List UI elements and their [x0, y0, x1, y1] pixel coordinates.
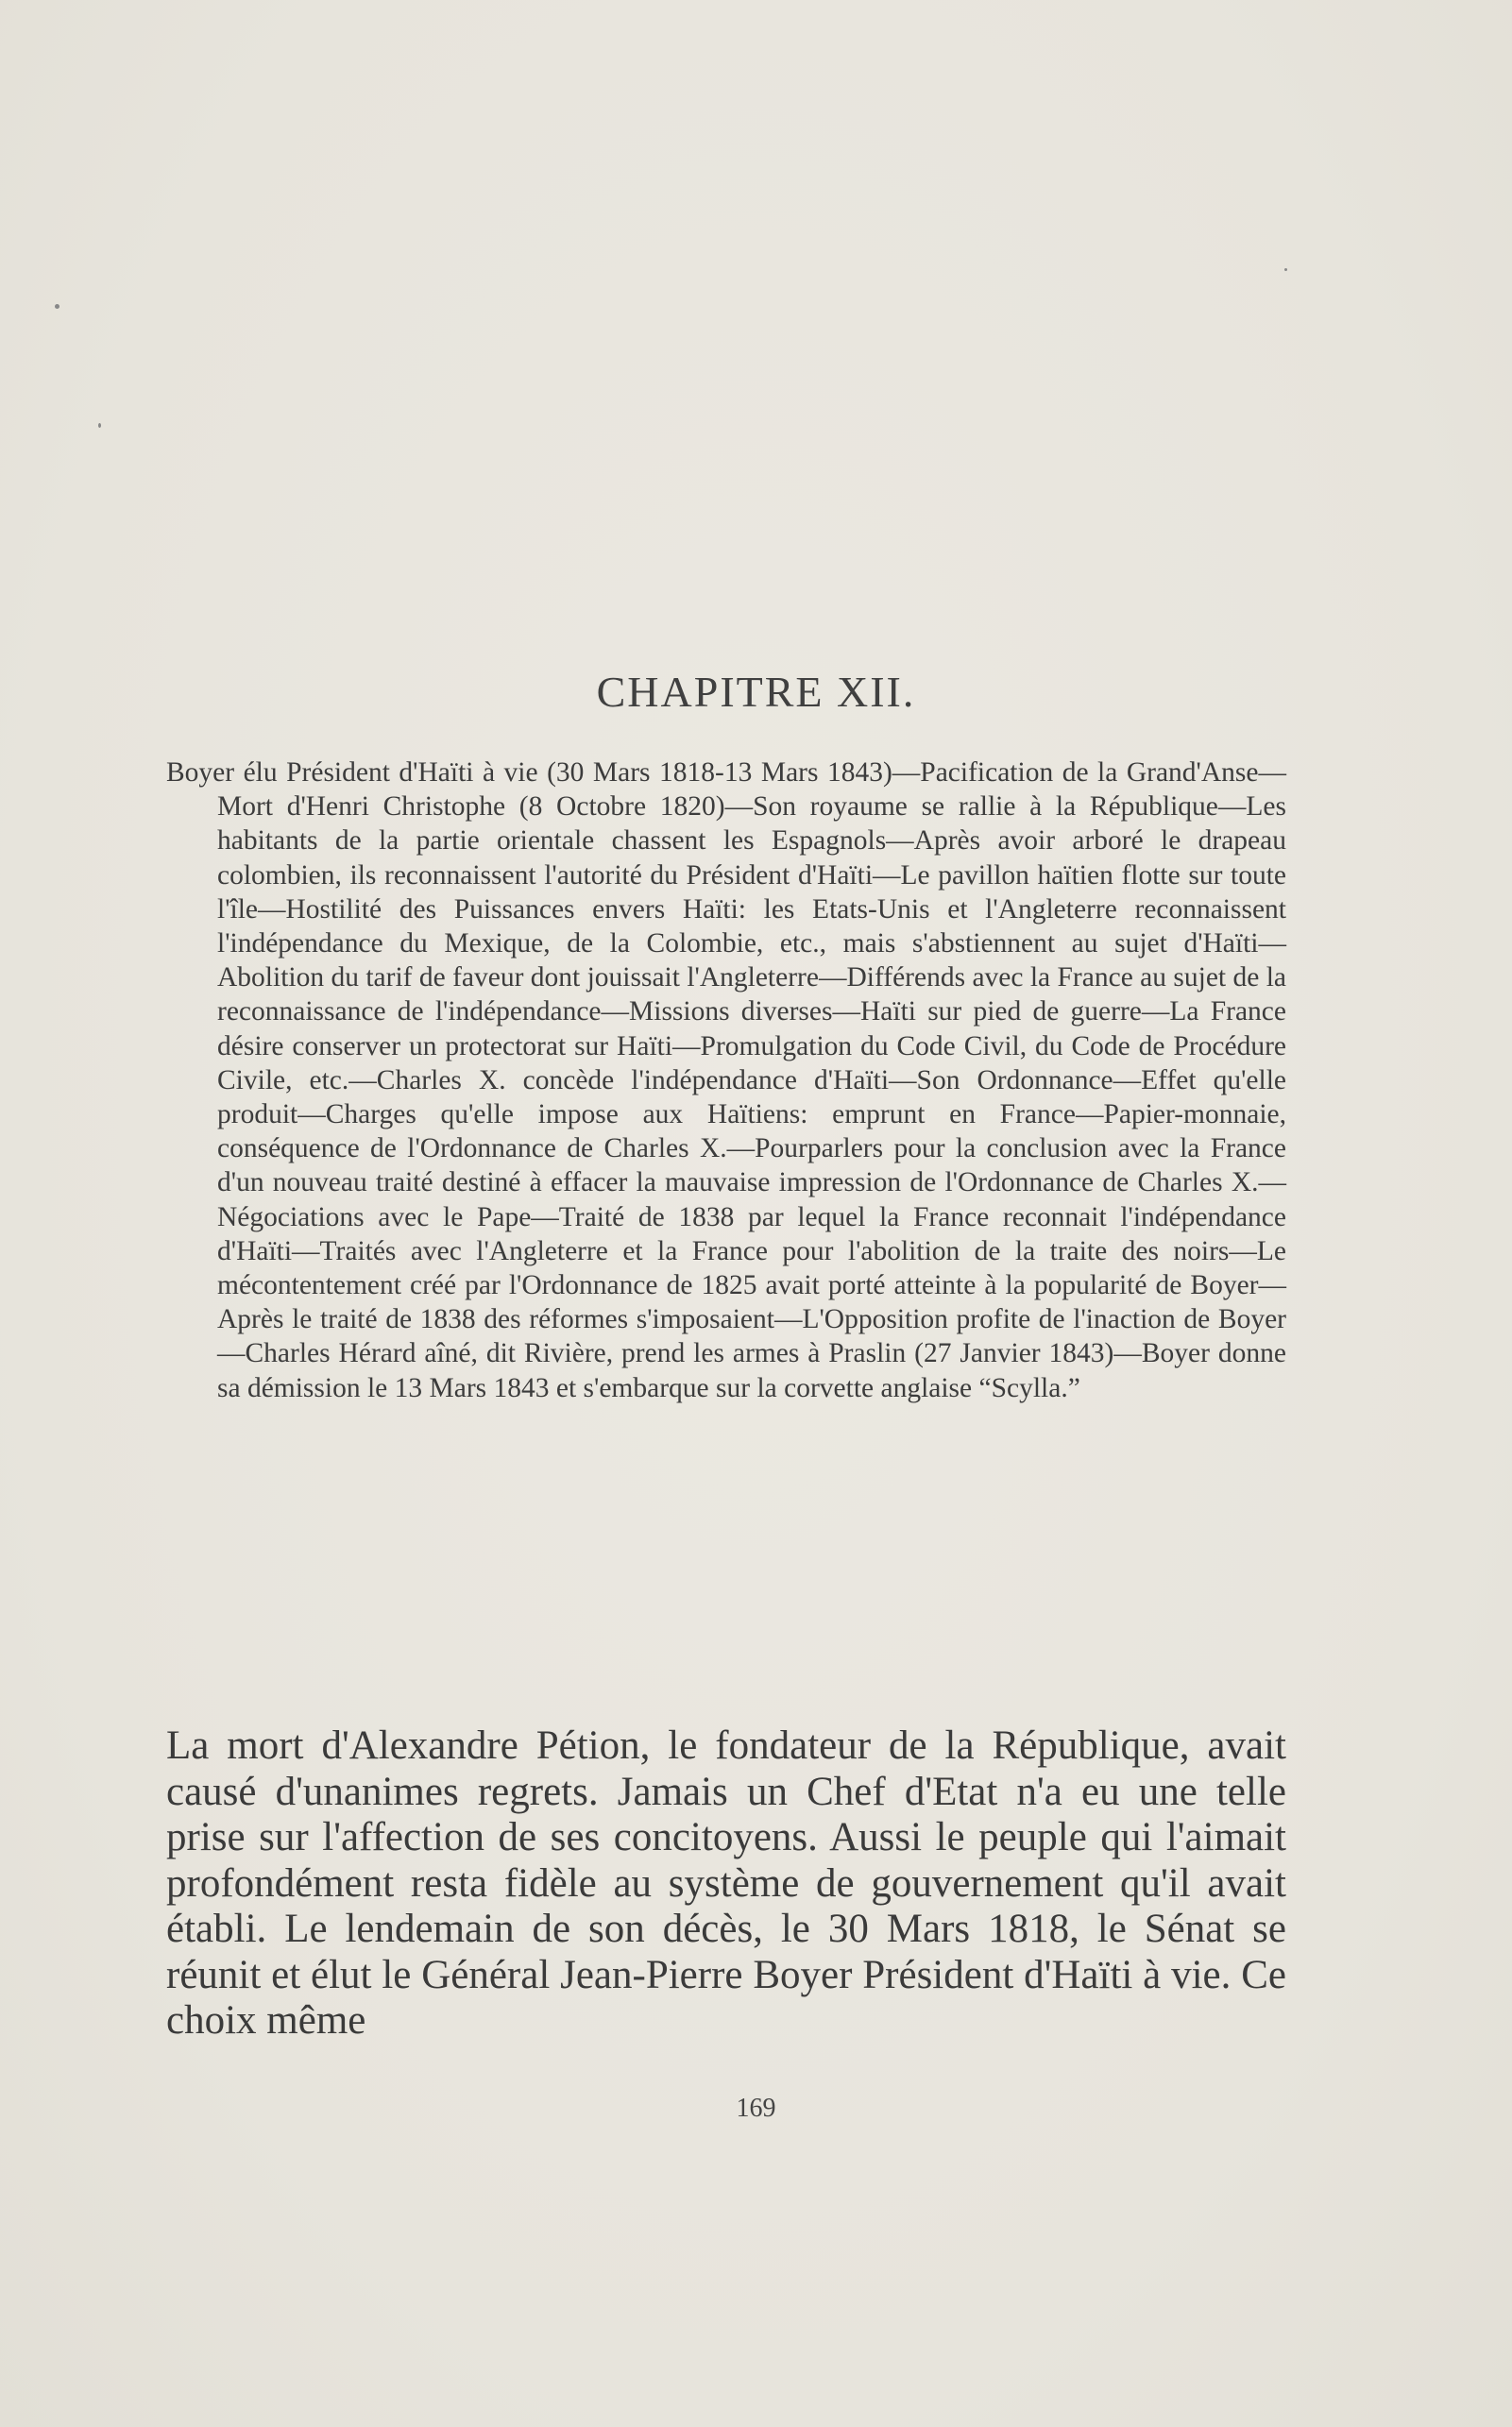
- chapter-title: CHAPITRE XII.: [596, 668, 916, 716]
- paper-speck: [98, 423, 101, 428]
- chapter-summary-text: Boyer élu Président d'Haïti à vie (30 Mars 1818-13 Mars 1843)—Pacification de la Grand'Anse—Mort d'Henri Christophe (8 Octobre 1820)—Son royaume se rallie à la République—Les habitants de la partie orientale chassent les Espagnols—Après avoir arboré le drapeau colombien, ils reconnaissent l'autorité du Président d'Haïti—Le pavillon haïtien flotte sur toute l'île—Hostilité des Puissances envers Haïti: les Etats-Unis et l'Angleterre reconnaissent l'indépendance du Mexique, de la Colombie, etc., mais s'abstiennent au sujet d'Haïti—Abolition du tarif de faveur dont jouissait l'Angleterre—Différends avec la France au sujet de la reconnaissance de l'indépendance—Missions diverses—Haïti sur pied de guerre—La France désire conserver un protectorat sur Haïti—Promulgation du Code Civil, du Code de Procédure Civile, etc.—Charles X. concède l'indépendance d'Haïti—Son Ordonnance—Effet qu'elle produit—Charges qu'elle impose aux Haïtiens: emprunt en France—Papier-monnaie, conséquence de l'Ordonnance de Charles X.—Pourparlers pour la conclusion avec la France d'un nouveau traité destiné à effacer la mauvaise impression de l'Ordonnance de Charles X.—Négociations avec le Pape—Traité de 1838 par lequel la France reconnait l'indépendance d'Haïti—Traités avec l'Angleterre et la France pour l'abolition de la traite des noirs—Le mécontentement créé par l'Ordonnance de 1825 avait porté atteinte à la popularité de Boyer—Après le traité de 1838 des réformes s'imposaient—L'Opposition profite de l'inaction de Boyer—Charles Hérard aîné, dit Rivière, prend les armes à Praslin (27 Janvier 1843)—Boyer donne sa démission le 13 Mars 1843 et s'embarque sur la corvette anglaise “Scylla.”: [166, 757, 1286, 1403]
- paper-speck: [55, 304, 59, 309]
- page-number: 169: [736, 2094, 776, 2123]
- paper-speck: [1284, 268, 1287, 271]
- body-paragraph: La mort d'Alexandre Pétion, le fondateur de la République, avait causé d'unanimes regrets. Jamais un Chef d'Etat n'a eu une telle prise sur l'affection de ses concitoyens. Aussi le peuple qui l'aimait profondément resta fidèle au système de gouvernement qu'il avait établi. Le lendemain de son décès, le 30 Mars 1818, le Sénat se réunit et élut le Général Jean-Pierre Boyer Président d'Haïti à vie. Ce choix même: [166, 1723, 1286, 2043]
- chapter-summary: [166, 755, 1286, 1405]
